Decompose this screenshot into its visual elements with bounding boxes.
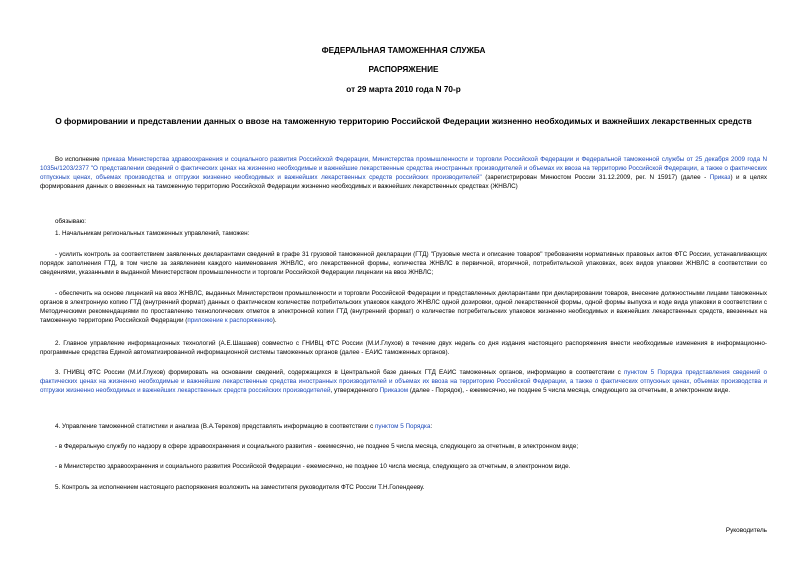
paragraph-4-pre: 4. Управление таможенной статистики и анализа (В.А.Терехов) представлять информацию в соответствии с xyxy=(55,423,375,430)
paragraph-4b: - в Министерство здравоохранения и социального развития Российской Федерации - ежемесячно, не позднее 10 числа месяца, следующего за отчетным, в электронном виде. xyxy=(55,463,571,470)
document-type: РАСПОРЯЖЕНИЕ xyxy=(368,65,439,74)
intro-text-post: ) и в целях формирования данных о ввезенных на таможенную территорию Российской Федерации жизненно необходимых и важнейших лекарственных средствах (ЖНВЛС) xyxy=(40,173,767,190)
intro-paragraph xyxy=(40,156,767,192)
paragraph-1: 1. Начальникам региональных таможенных управлений, таможен: xyxy=(55,230,250,237)
procedure-item-5-link[interactable]: пунктом 5 Порядка представления сведений о фактических ценах на жизненно необходимые и важнейшие лекарственные средства иностранных производителей и объемах их ввоза на территорию Российской Федерации, а также о фактических отпускных ценах, объемах производства и отгрузки жизненно необходимых и важнейших лекарственных средств российских производителей xyxy=(40,369,767,394)
paragraph-3-pre: 3. ГНИВЦ ФТС России (М.И.Глухов) формировать на основании сведений, содержащихся в Центральной базе данных ГТД ЕАИС таможенных органов, информацию в соответствии с xyxy=(55,369,624,376)
paragraph-3-mid: , утвержденного xyxy=(330,386,380,394)
document-date-number: от 29 марта 2010 года N 70-р xyxy=(346,85,461,94)
document-title: О формировании и представлении данных о ввозе на таможенную территорию Российской Федерации жизненно необходимых и важнейших лекарственных средств xyxy=(55,116,752,126)
intro-text-pre: Во исполнение xyxy=(55,156,103,163)
paragraph-4a: - в Федеральную службу по надзору в сфере здравоохранения и социального развития - ежемесячно, не позднее 5 числа месяца, следующего за отчетным, в электронном виде; xyxy=(55,443,579,450)
paragraph-1a: - усилить контроль за соответствием заявленных декларантами сведений в графе 31 грузовой таможенной декларации (ГТД) "Грузовые места и описание товаров" требованиям нормативных правовых актов ФТС России, устанавливающих порядок заполнения ГТД, в том числе за заявлением каждого наименования ЖНВЛС, его лекарственной формы, количества ЖНВЛС в первичной, вторичной, потребительской упаковках, всех видов упаковки ЖНВЛС в соответствии со сведениями, указанными в выданной Министерством промышленности и торговли Российской Федерации лицензии на ввоз ЖНВЛС; xyxy=(40,251,767,276)
order-link[interactable]: приказа Министерства здравоохранения и социального развития Российской Федерации, Министерства промышленности и торговли Российской Федерации и Федеральной таможенной службы от 25 декабря 2009 года N 1035н/1203/2377 "О представлении сведений о фактических ценах на жизненно необходимые и важнейшие лекарственные средства иностранных производителей и объемах их ввоза на территорию Российской Федерации, а также о фактических отпускных ценах, объемах производства и отгрузки жизненно необходимых и важнейших лекарственных средств российских производителей" xyxy=(40,156,767,181)
signature-position: Руководитель xyxy=(725,527,767,534)
paragraph-3-post: (далее - Порядок), - ежемесячно, не позднее 5 числа месяца, следующего за отчетным, в электронном виде. xyxy=(408,386,731,394)
paragraph-3 xyxy=(40,369,767,396)
order-ref-link[interactable]: Приказом xyxy=(379,386,409,394)
paragraph-2: 2. Главное управление информационных технологий (А.Е.Шашаев) совместно с ГНИВЦ ФТС России (М.И.Глухов) в течение двух недель со дня издания настоящего распоряжения внести необходимые изменения в информационно-программные средства Единой автоматизированной информационной системы таможенных органов (далее - ЕАИС таможенных органов). xyxy=(40,340,767,356)
intro-text-mid: (зарегистрирован Минюстом России 31.12.2009, рег. N 15917) (далее - xyxy=(481,173,710,181)
paragraph-4 xyxy=(40,423,767,432)
paragraph-1b-end: ). xyxy=(272,316,277,324)
order-short-link[interactable]: Приказ xyxy=(709,173,731,181)
paragraph-4-post: : xyxy=(430,423,433,430)
obliges-line: обязываю: xyxy=(55,218,87,225)
paragraph-1b xyxy=(40,290,767,326)
procedure-item-5-short-link[interactable]: пунктом 5 Порядка xyxy=(375,423,431,430)
paragraph-5: 5. Контроль за исполнением настоящего распоряжения возложить на заместителя руководителя ФТС России Т.Н.Голендееву. xyxy=(55,484,425,491)
appendix-link[interactable]: приложение к распоряжению xyxy=(187,316,273,324)
paragraph-1b-text: - обеспечить на основе лицензий на ввоз ЖНВЛС, выданных Министерством промышленности и торговли Российской Федерации и представленных декларантами при декларировании товаров, внесение должностными лицами таможенных органов в электронную копию ГТД (внутренний формат) данных о фактическом количестве потребительских упаковок каждого ЖНВЛС одной дозировки, одной лекарственной формы, одной формы выпуска и коде вида упаковки в соответствии с Методическими рекомендациями по проставлению технологических отметок в электронной копии ГТД (внутренний формат) о количестве потребительских упаковок жизненно необходимых и важнейших лекарственных средств, ввезенных на таможенную территорию Российской Федерации ( xyxy=(40,290,767,324)
agency-name: ФЕДЕРАЛЬНАЯ ТАМОЖЕННАЯ СЛУЖБА xyxy=(321,46,486,55)
